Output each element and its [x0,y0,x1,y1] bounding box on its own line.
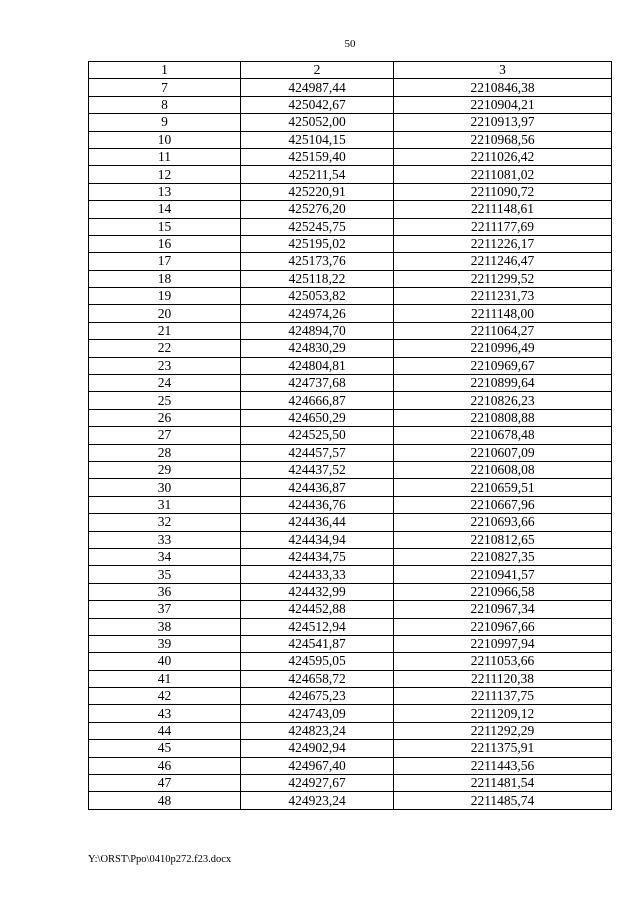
y-coordinate-cell: 2210667,96 [394,496,612,513]
y-coordinate-cell: 2211481,54 [394,775,612,792]
table-row [89,79,612,96]
x-coordinate-cell: 425220,91 [241,183,394,200]
point-number-cell: 20 [89,305,241,322]
table-row [89,601,612,618]
y-coordinate-cell: 2211226,17 [394,235,612,252]
y-coordinate-cell: 2210968,56 [394,131,612,148]
point-number-cell: 16 [89,235,241,252]
y-coordinate-cell: 2210966,58 [394,583,612,600]
x-coordinate-cell: 424823,24 [241,722,394,739]
x-coordinate-cell: 424436,76 [241,496,394,513]
table-row [89,757,612,774]
table-row [89,183,612,200]
table-row [89,96,612,113]
x-coordinate-cell: 425173,76 [241,253,394,270]
point-number-cell: 28 [89,444,241,461]
y-coordinate-cell: 2211231,73 [394,288,612,305]
x-coordinate-cell: 424525,50 [241,427,394,444]
header-cell-2: 2 [241,62,394,79]
point-number-cell: 41 [89,670,241,687]
point-number-cell: 30 [89,479,241,496]
table-row [89,618,612,635]
x-coordinate-cell: 424650,29 [241,409,394,426]
x-coordinate-cell: 424974,26 [241,305,394,322]
point-number-cell: 18 [89,270,241,287]
x-coordinate-cell: 424437,52 [241,461,394,478]
y-coordinate-cell: 2210996,49 [394,340,612,357]
point-number-cell: 7 [89,79,241,96]
table-row [89,496,612,513]
point-number-cell: 34 [89,548,241,565]
x-coordinate-cell: 425159,40 [241,148,394,165]
x-coordinate-cell: 424830,29 [241,340,394,357]
y-coordinate-cell: 2210941,57 [394,566,612,583]
y-coordinate-cell: 2210659,51 [394,479,612,496]
y-coordinate-cell: 2210678,48 [394,427,612,444]
table-row [89,166,612,183]
table-row [89,427,612,444]
y-coordinate-cell: 2210913,97 [394,114,612,131]
x-coordinate-cell: 424902,94 [241,740,394,757]
table-row [89,114,612,131]
table-row [89,340,612,357]
x-coordinate-cell: 424737,68 [241,375,394,392]
point-number-cell: 15 [89,218,241,235]
table-row [89,461,612,478]
x-coordinate-cell: 424434,94 [241,531,394,548]
table-row [89,653,612,670]
x-coordinate-cell: 425104,15 [241,131,394,148]
table-row [89,531,612,548]
point-number-cell: 42 [89,688,241,705]
y-coordinate-cell: 2210904,21 [394,96,612,113]
table-row [89,218,612,235]
x-coordinate-cell: 424436,44 [241,514,394,531]
table-row [89,235,612,252]
point-number-cell: 10 [89,131,241,148]
table-row [89,688,612,705]
y-coordinate-cell: 2210846,38 [394,79,612,96]
point-number-cell: 19 [89,288,241,305]
point-number-cell: 24 [89,375,241,392]
table-row [89,288,612,305]
header-cell-3: 3 [394,62,612,79]
y-coordinate-cell: 2210607,09 [394,444,612,461]
point-number-cell: 25 [89,392,241,409]
x-coordinate-cell: 424658,72 [241,670,394,687]
page-number: 50 [344,38,356,50]
point-number-cell: 46 [89,757,241,774]
point-number-cell: 27 [89,427,241,444]
table-row [89,514,612,531]
coordinates-table [88,61,612,810]
table-header-row [89,62,612,79]
x-coordinate-cell: 424894,70 [241,322,394,339]
x-coordinate-cell: 425211,54 [241,166,394,183]
x-coordinate-cell: 425118,22 [241,270,394,287]
table-body [89,79,612,809]
table-row [89,357,612,374]
table-row [89,270,612,287]
point-number-cell: 12 [89,166,241,183]
point-number-cell: 9 [89,114,241,131]
y-coordinate-cell: 2211053,66 [394,653,612,670]
point-number-cell: 31 [89,496,241,513]
table-row [89,392,612,409]
x-coordinate-cell: 424743,09 [241,705,394,722]
x-coordinate-cell: 424512,94 [241,618,394,635]
x-coordinate-cell: 425053,82 [241,288,394,305]
x-coordinate-cell: 424432,99 [241,583,394,600]
table-row [89,670,612,687]
x-coordinate-cell: 424457,57 [241,444,394,461]
point-number-cell: 17 [89,253,241,270]
table-row [89,583,612,600]
y-coordinate-cell: 2210967,34 [394,601,612,618]
y-coordinate-cell: 2211148,61 [394,201,612,218]
x-coordinate-cell: 425052,00 [241,114,394,131]
point-number-cell: 22 [89,340,241,357]
x-coordinate-cell: 424436,87 [241,479,394,496]
y-coordinate-cell: 2211299,52 [394,270,612,287]
y-coordinate-cell: 2210827,35 [394,548,612,565]
y-coordinate-cell: 2210969,67 [394,357,612,374]
x-coordinate-cell: 425042,67 [241,96,394,113]
y-coordinate-cell: 2210693,66 [394,514,612,531]
table-row [89,131,612,148]
table-row [89,566,612,583]
y-coordinate-cell: 2211026,42 [394,148,612,165]
x-coordinate-cell: 425276,20 [241,201,394,218]
y-coordinate-cell: 2210997,94 [394,635,612,652]
point-number-cell: 33 [89,531,241,548]
point-number-cell: 11 [89,148,241,165]
point-number-cell: 37 [89,601,241,618]
y-coordinate-cell: 2210826,23 [394,392,612,409]
table-row [89,409,612,426]
y-coordinate-cell: 2210967,66 [394,618,612,635]
table-row [89,705,612,722]
x-coordinate-cell: 424967,40 [241,757,394,774]
y-coordinate-cell: 2210812,65 [394,531,612,548]
y-coordinate-cell: 2210808,88 [394,409,612,426]
y-coordinate-cell: 2211090,72 [394,183,612,200]
point-number-cell: 23 [89,357,241,374]
y-coordinate-cell: 2211443,56 [394,757,612,774]
point-number-cell: 44 [89,722,241,739]
x-coordinate-cell: 425195,02 [241,235,394,252]
point-number-cell: 32 [89,514,241,531]
point-number-cell: 48 [89,792,241,809]
point-number-cell: 45 [89,740,241,757]
point-number-cell: 43 [89,705,241,722]
point-number-cell: 35 [89,566,241,583]
y-coordinate-cell: 2211148,00 [394,305,612,322]
x-coordinate-cell: 424675,23 [241,688,394,705]
table-row [89,305,612,322]
table-row [89,322,612,339]
point-number-cell: 36 [89,583,241,600]
point-number-cell: 26 [89,409,241,426]
table-row [89,375,612,392]
y-coordinate-cell: 2211177,69 [394,218,612,235]
point-number-cell: 38 [89,618,241,635]
table-row [89,722,612,739]
table-row [89,253,612,270]
point-number-cell: 13 [89,183,241,200]
table-row [89,740,612,757]
x-coordinate-cell: 425245,75 [241,218,394,235]
point-number-cell: 21 [89,322,241,339]
table-row [89,479,612,496]
x-coordinate-cell: 424541,87 [241,635,394,652]
table-row [89,635,612,652]
x-coordinate-cell: 424666,87 [241,392,394,409]
y-coordinate-cell: 2211137,75 [394,688,612,705]
y-coordinate-cell: 2211120,38 [394,670,612,687]
x-coordinate-cell: 424452,88 [241,601,394,618]
header-cell-1: 1 [89,62,241,79]
table-row [89,792,612,809]
point-number-cell: 29 [89,461,241,478]
table-row [89,148,612,165]
y-coordinate-cell: 2210608,08 [394,461,612,478]
y-coordinate-cell: 2210899,64 [394,375,612,392]
table-row [89,775,612,792]
point-number-cell: 40 [89,653,241,670]
y-coordinate-cell: 2211375,91 [394,740,612,757]
point-number-cell: 47 [89,775,241,792]
x-coordinate-cell: 424433,33 [241,566,394,583]
y-coordinate-cell: 2211209,12 [394,705,612,722]
y-coordinate-cell: 2211485,74 [394,792,612,809]
table-row [89,444,612,461]
table-row [89,548,612,565]
x-coordinate-cell: 424434,75 [241,548,394,565]
y-coordinate-cell: 2211292,29 [394,722,612,739]
point-number-cell: 14 [89,201,241,218]
point-number-cell: 39 [89,635,241,652]
x-coordinate-cell: 424595,05 [241,653,394,670]
y-coordinate-cell: 2211064,27 [394,322,612,339]
point-number-cell: 8 [89,96,241,113]
y-coordinate-cell: 2211081,02 [394,166,612,183]
footer-file-path: Y:\ORST\Ppo\0410p272.f23.docx [88,854,232,865]
x-coordinate-cell: 424927,67 [241,775,394,792]
x-coordinate-cell: 424987,44 [241,79,394,96]
y-coordinate-cell: 2211246,47 [394,253,612,270]
x-coordinate-cell: 424804,81 [241,357,394,374]
x-coordinate-cell: 424923,24 [241,792,394,809]
table-row [89,201,612,218]
